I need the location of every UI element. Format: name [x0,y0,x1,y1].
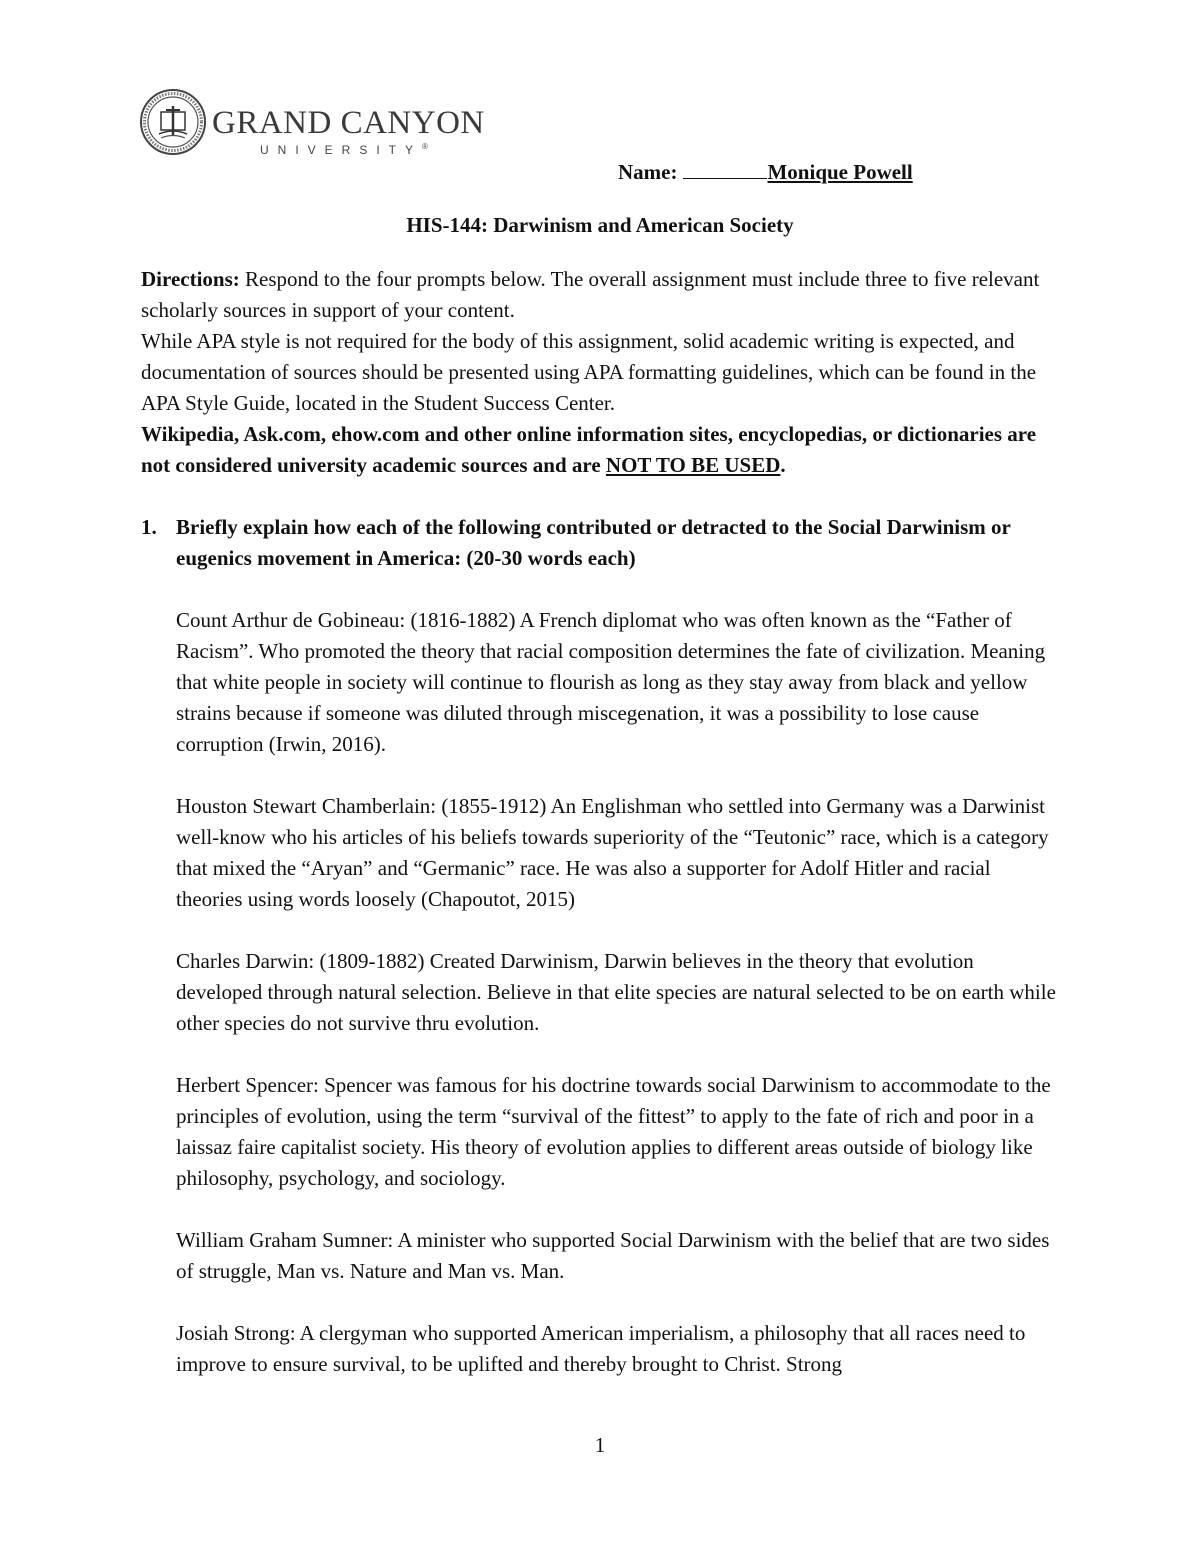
university-seal-icon [139,88,207,156]
registered-mark: ® [422,142,428,151]
directions-block [141,264,1041,481]
directions-paragraph-1 [141,264,1041,326]
university-logo [139,88,485,160]
answer-entries [176,605,1061,1411]
directions-text-1: Respond to the four prompts below. The overall assignment must include three to five relevant scholarly sources in support of your content. [141,267,1040,322]
warning-underlined: NOT TO BE USED [605,453,781,477]
entry-sumner: William Graham Sumner: A minister who supported Social Darwinism with the belief that are two sides of struggle, Man vs. Nature and Man vs. Man. [176,1228,1050,1283]
student-name: Monique Powell [767,160,913,184]
question-number: 1. [141,515,157,539]
assignment-title: HIS-144: Darwinism and American Society [406,213,794,237]
name-label: Name: [618,160,678,184]
entry-spencer: Herbert Spencer: Spencer was famous for his doctrine towards social Darwinism to accommodate to the principles of evolution, using the term “survival of the fittest” to apply to the fate of rich and poor in a laissaz faire capitalist society. His theory of evolution applies to different areas outside of biology like philosophy, psychology, and sociology. [176,1073,1051,1190]
directions-label: Directions: [141,267,240,291]
brand-name: GRAND CANYON [212,105,485,141]
page-number: 1 [594,1433,606,1457]
directions-text-2: While APA style is not required for the body of this assignment, solid academic writing is expected, and documentation of sources should be presented using APA formatting guidelines, which can be found in the APA Style Guide, located in the Student Success Center. [141,329,1037,415]
entry-darwin: Charles Darwin: (1809-1882) Created Darwinism, Darwin believes in the theory that evolution developed through natural selection. Believe in that elite species are natural selected to be on earth while other species do not survive thru evolution. [176,949,1056,1035]
warning-text: Wikipedia, Ask.com, ehow.com and other online information sites, encyclopedias, or dictionaries are not considered university academic sources and are [141,422,1037,477]
brand-subtitle: UNIVERSITY® [260,142,428,157]
entry-strong: Josiah Strong: A clergyman who supported American imperialism, a philosophy that all races need to improve to ensure survival, to be uplifted and thereby brought to Christ. Strong [176,1321,1026,1376]
directions-warning [141,419,1041,481]
entry-gobineau: Count Arthur de Gobineau: (1816-1882) A French diplomat who was often known as the “Father of Racism”. Who promoted the theory that racial composition determines the fate of civilization. Meaning that white people in society will continue to flourish as long as they stay away from black and yellow strains because if someone was diluted through miscegenation, it was a possibility to lose cause corruption (Irwin, 2016). [176,608,1046,756]
name-blank-underline [683,159,767,179]
student-name-line [618,157,913,188]
warning-end: . [780,453,786,477]
entry-chamberlain: Houston Stewart Chamberlain: (1855-1912) An Englishman who settled into Germany was a Darwinist well-know who his articles of his beliefs towards superiority of the “Teutonic” race, which is a category that mixed the “Aryan” and “Germanic” race. He was also a supporter for Adolf Hitler and racial theories using words loosely (Chapoutot, 2015) [176,794,1049,911]
question-prompt: Briefly explain how each of the following contributed or detracted to the Social Darwinism or eugenics movement in America: (20-30 words each) [176,515,1011,570]
question-1 [141,512,1041,574]
